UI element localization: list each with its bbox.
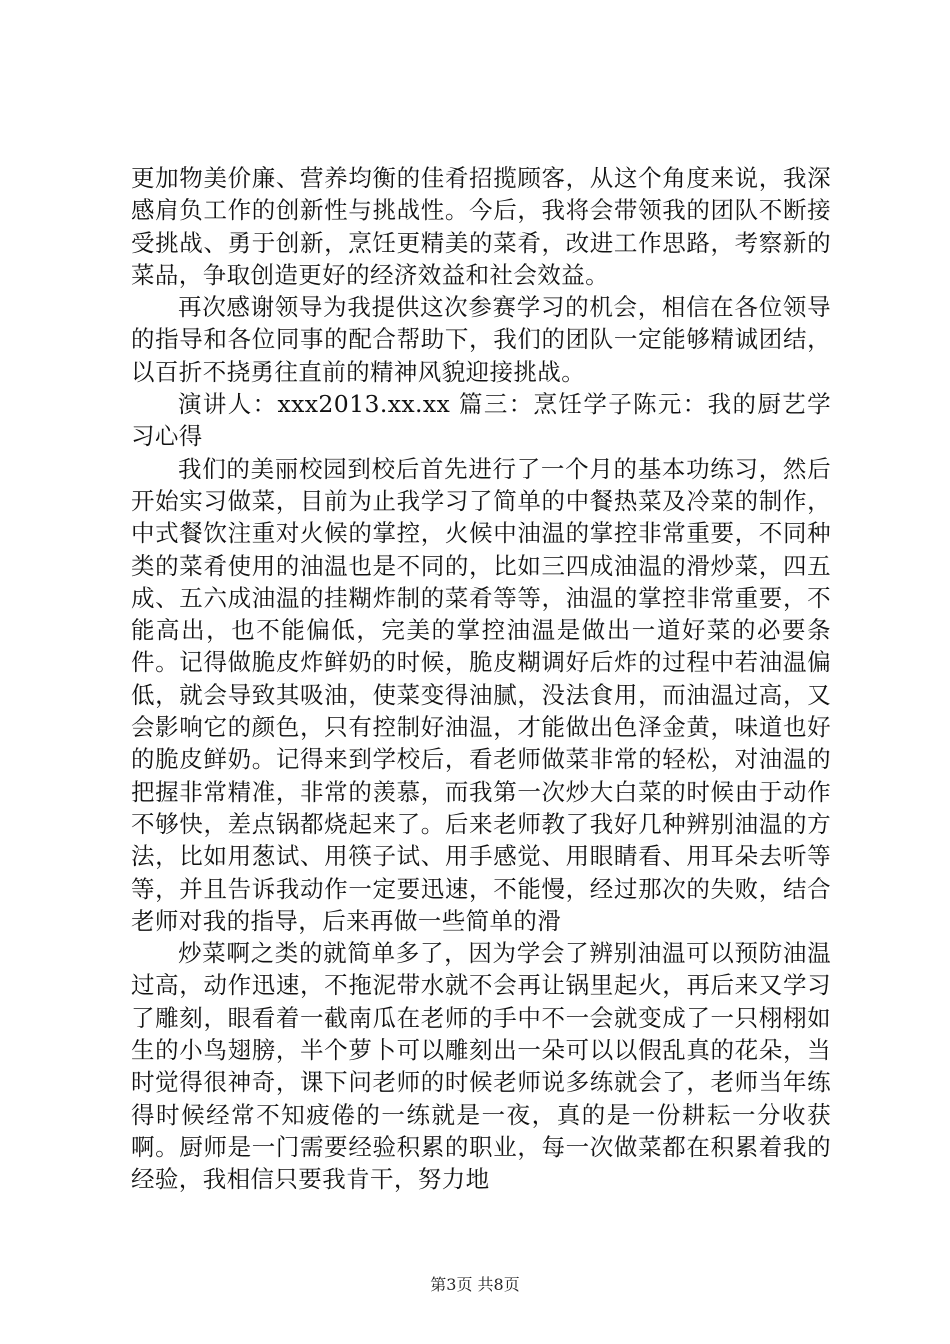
paragraph-continuation: 更加物美价廉、营养均衡的佳肴招揽顾客，从这个角度来说，我深感肩负工作的创新性与挑战性。今后，我将会带领我的团队不断接受挑战、勇于创新，烹饪更精美的菜肴，改进工作思路，考察新的菜品，争取创造更好的经济效益和社会效益。	[131, 164, 831, 289]
paragraph-oil-temperature: 我们的美丽校园到校后首先进行了一个月的基本功练习，然后开始实习做菜，目前为止我学习了简单的中餐热菜及冷菜的制作，中式餐饮注重对火候的掌控，火候中油温的掌控非常重要，不同种类的菜肴使用的油温也是不同的，比如三四成油温的滑炒菜，四五成、五六成油温的挂糊炸制的菜肴等等，油温的掌控非常重要，不能高出，也不能偏低，完美的掌控油温是做出一道好菜的必要条件。记得做脆皮炸鲜奶的时候，脆皮糊调好后炸的过程中若油温偏低，就会导致其吸油，使菜变得油腻，没法食用，而油温过高，又会影响它的颜色，只有控制好油温，才能做出色泽金黄，味道也好的脆皮鲜奶。记得来到学校后，看老师做菜非常的轻松，对油温的把握非常精准，非常的羡慕，而我第一次炒大白菜的时候由于动作不够快，差点锅都烧起来了。后来老师教了我好几种辨别油温的方法，比如用葱试、用筷子试、用手感觉、用眼睛看、用耳朵去听等等，并且告诉我动作一定要迅速，不能慢，经过那次的失败，结合老师对我的指导，后来再做一些简单的滑	[131, 454, 831, 935]
paragraph-carving: 炒菜啊之类的就简单多了，因为学会了辨别油温可以预防油温过高，动作迅速，不拖泥带水就不会再让锅里起火，再后来又学习了雕刻，眼看着一截南瓜在老师的手中不一会就变成了一只栩栩如生的小鸟翅膀，半个萝卜可以雕刻出一朵可以以假乱真的花朵，当时觉得很神奇，课下问老师的时候老师说多练就会了，老师当年练得时候经常不知疲倦的一练就是一夜，真的是一份耕耘一分收获啊。厨师是一门需要经验积累的职业，每一次做菜都在积累着我的经验，我相信只要我肯干，努力地	[131, 939, 831, 1194]
paragraph-thanks: 再次感谢领导为我提供这次参赛学习的机会，相信在各位领导的指导和各位同事的配合帮助下，我们的团队一定能够精诚团结，以百折不挠勇往直前的精神风貌迎接挑战。	[131, 293, 831, 386]
page-number-footer: 第3页 共8页	[430, 1275, 520, 1294]
document-body	[131, 162, 831, 1196]
paragraph-speaker-heading: 演讲人：xxx2013.xx.xx 篇三：烹饪学子陈元：我的厨艺学习心得	[131, 390, 831, 451]
